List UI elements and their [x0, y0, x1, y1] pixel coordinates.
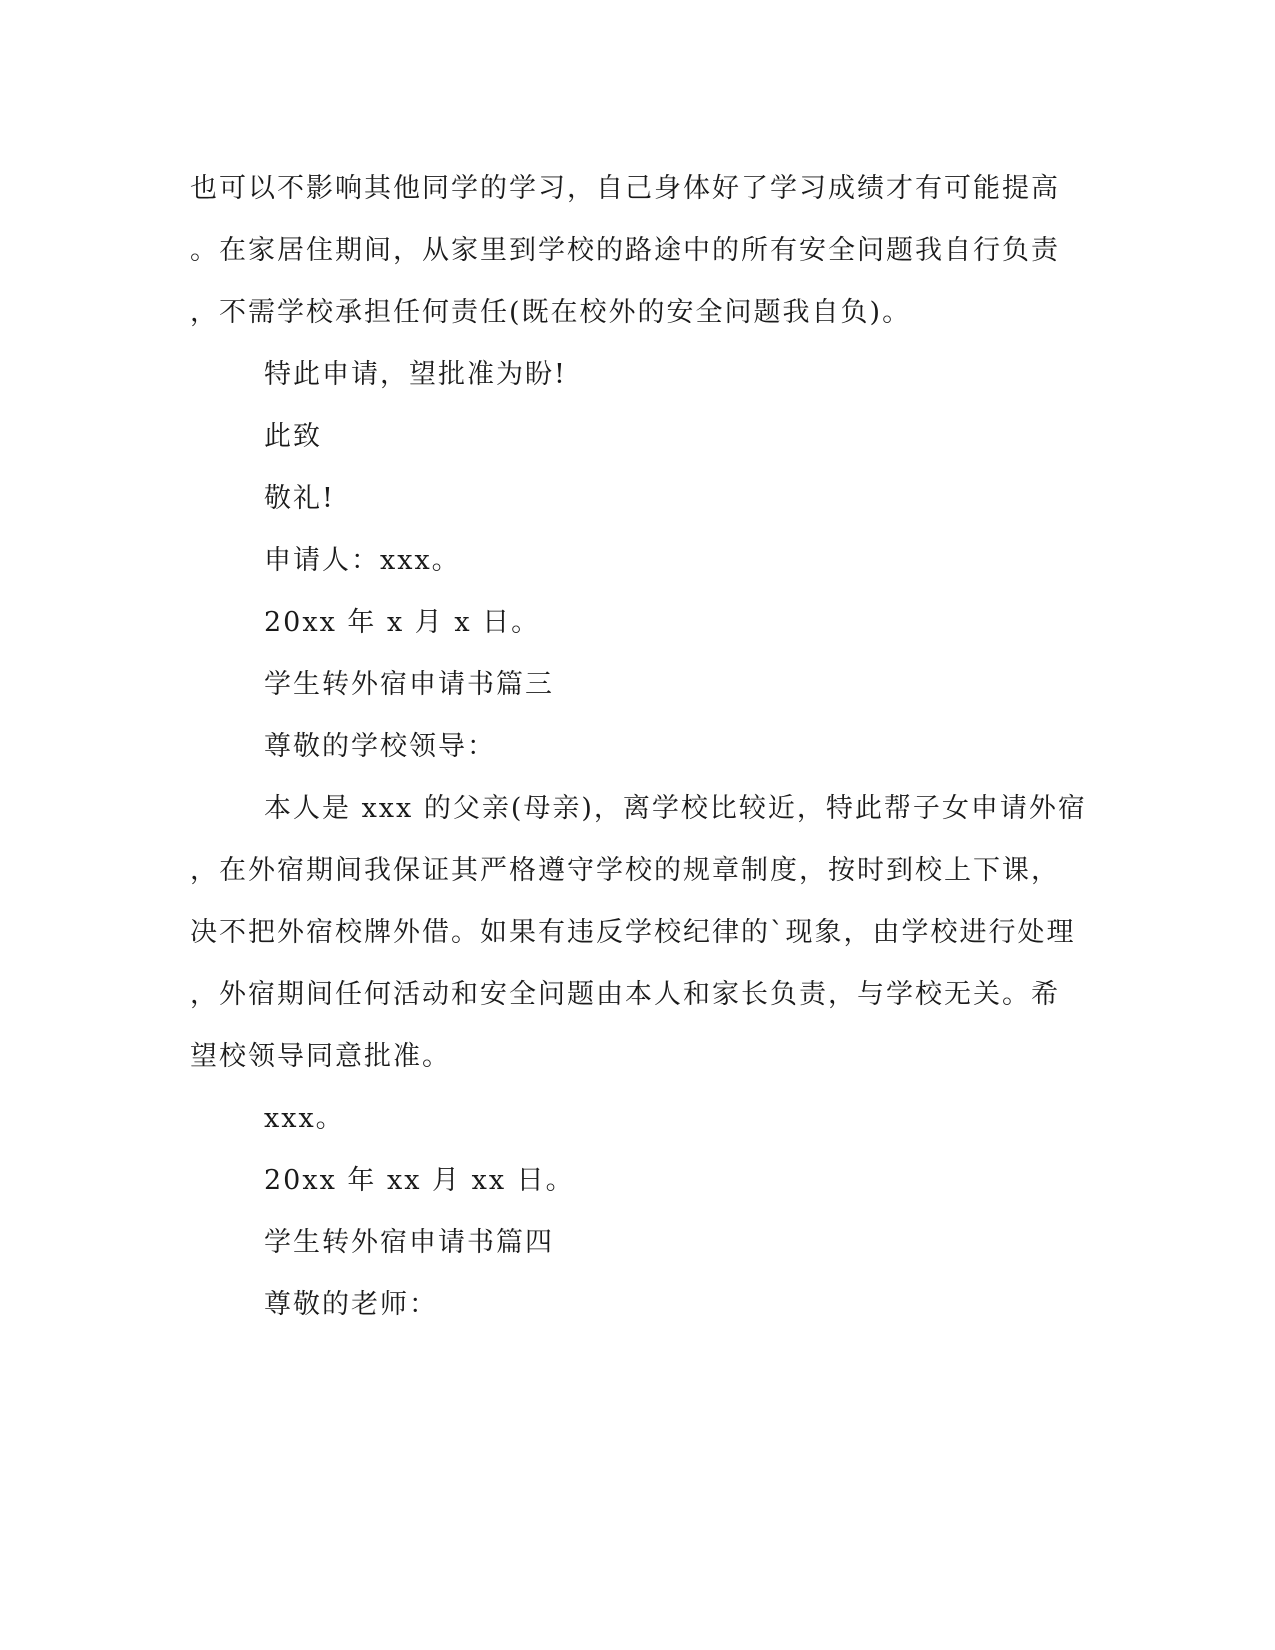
date-line: 20xx 年 xx 月 xx 日。: [264, 1165, 575, 1196]
closing-salute: 敬礼!: [264, 483, 335, 514]
paragraph-line: 。在家居住期间，从家里到学校的路途中的所有安全问题我自行负责: [190, 235, 1060, 266]
paragraph-line: ，在外宿期间我保证其严格遵守学校的规章制度，按时到校上下课，: [190, 855, 1060, 886]
paragraph-line: ，不需学校承担任何责任(既在校外的安全问题我自负)。: [190, 297, 912, 328]
section-heading: 学生转外宿申请书篇三: [264, 669, 554, 700]
paragraph-line: 望校领导同意批准。: [190, 1041, 451, 1072]
section-heading: 学生转外宿申请书篇四: [264, 1227, 554, 1258]
paragraph-line: ，外宿期间任何活动和安全问题由本人和家长负责，与学校无关。希: [190, 979, 1060, 1010]
paragraph-line: 也可以不影响其他同学的学习，自己身体好了学习成绩才有可能提高: [190, 173, 1060, 204]
signature-line: xxx。: [264, 1103, 345, 1134]
date-line: 20xx 年 x 月 x 日。: [264, 607, 541, 638]
paragraph-line: 本人是 xxx 的父亲(母亲)，离学校比较近，特此帮子女申请外宿: [264, 793, 1087, 824]
salutation: 尊敬的老师：: [264, 1289, 438, 1320]
applicant-line: 申请人：xxx。: [264, 545, 461, 576]
request-line: 特此申请，望批准为盼!: [264, 359, 567, 390]
closing-line: 此致: [264, 421, 322, 452]
salutation: 尊敬的学校领导：: [264, 731, 496, 762]
paragraph-line: 决不把外宿校牌外借。如果有违反学校纪律的`现象，由学校进行处理: [190, 917, 1076, 948]
